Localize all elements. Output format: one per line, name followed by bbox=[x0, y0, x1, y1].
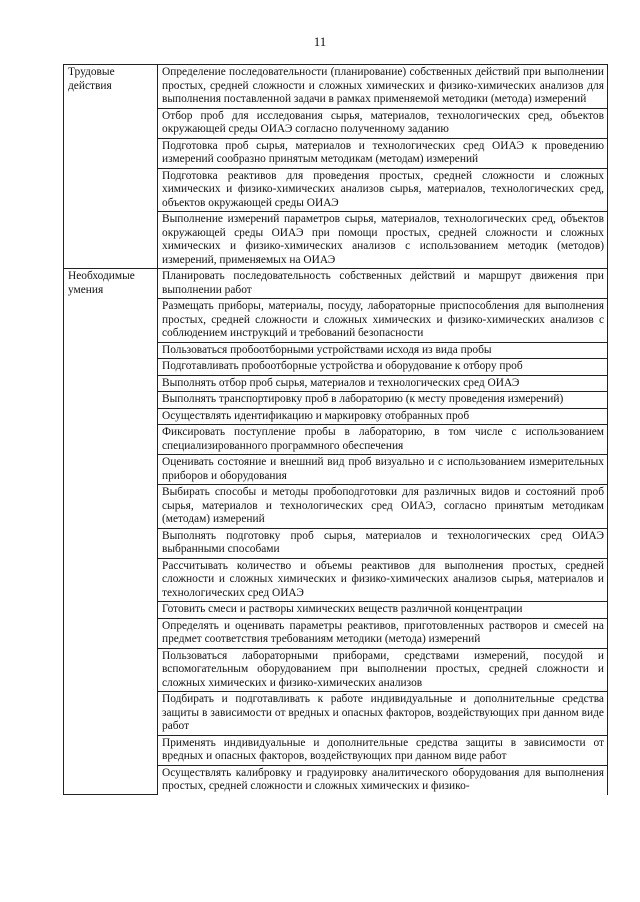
requirements-table bbox=[63, 64, 608, 795]
table-cell: Рассчитывать количество и объемы реактивов для выполнения простых, средней сложности и сложных химических и физико-химических анализов сырья, материалов и технологических сред ОИАЭ bbox=[158, 558, 608, 602]
table-cell: Подготовка проб сырья, материалов и технологических сред ОИАЭ к проведению измерений сообразно принятым методикам (методам) измерений bbox=[158, 138, 608, 168]
table-cell: Применять индивидуальные и дополнительные средства защиты в зависимости от вредных и опасных факторов, воздействующих при данном виде работ bbox=[158, 735, 608, 765]
table-cell: Пользоваться пробоотборными устройствами исходя из вида пробы bbox=[158, 342, 608, 359]
table-cell: Планировать последовательность собственных действий и маршрут движения при выполнении работ bbox=[158, 269, 608, 299]
table-cell: Оценивать состояние и внешний вид проб визуально и с использованием измерительных приборов и оборудования bbox=[158, 455, 608, 485]
table-cell: Определять и оценивать параметры реактивов, приготовленных растворов и смесей на предмет соответствия требованиям методики (метода) измерений bbox=[158, 618, 608, 648]
table-cell: Отбор проб для исследования сырья, материалов, технологических сред, объектов окружающей среды ОИАЭ согласно полученному заданию bbox=[158, 108, 608, 138]
table-cell: Определение последовательности (планирование) собственных действий при выполнении простых, средней сложности и сложных химических и физико-химических анализов для выполнения поставленной задачи в рамках применяемой методики (метода) измерений bbox=[158, 65, 608, 109]
table-cell: Пользоваться лабораторными приборами, средствами измерений, посудой и вспомогательным оборудованием при выполнении простых, средней сложности и сложных химических и физико-химических анализов bbox=[158, 648, 608, 692]
section-heading: Необходимые умения bbox=[64, 269, 158, 795]
table-row bbox=[64, 65, 608, 109]
table-cell: Выбирать способы и методы пробоподготовки для различных видов и состояний проб сырья, материалов и технологических сред ОИАЭ, согласно принятым методикам (методам) измерений bbox=[158, 485, 608, 529]
section-heading: Трудовые действия bbox=[64, 65, 158, 269]
table-cell: Подготавливать пробоотборные устройства и оборудование к отбору проб bbox=[158, 359, 608, 376]
table-cell: Осуществлять калибровку и градуировку аналитического оборудования для выполнения простых, средней сложности и сложных химических и физико- bbox=[158, 765, 608, 795]
table-cell: Выполнять транспортировку проб в лабораторию (к месту проведения измерений) bbox=[158, 392, 608, 409]
table-cell: Выполнять подготовку проб сырья, материалов и технологических сред ОИАЭ выбранными способами bbox=[158, 528, 608, 558]
table-cell: Осуществлять идентификацию и маркировку отобранных проб bbox=[158, 408, 608, 425]
table-row bbox=[64, 269, 608, 299]
table-cell: Готовить смеси и растворы химических веществ различной концентрации bbox=[158, 602, 608, 619]
table-cell: Подбирать и подготавливать к работе индивидуальные и дополнительные средства защиты в зависимости от вредных и опасных факторов, воздействующих при данном виде работ bbox=[158, 692, 608, 736]
table-cell: Подготовка реактивов для проведения простых, средней сложности и сложных химических и физико-химических анализов сырья, материалов, технологических сред, объектов окружающей среды ОИАЭ bbox=[158, 168, 608, 212]
table-cell: Выполнять отбор проб сырья, материалов и технологических сред ОИАЭ bbox=[158, 375, 608, 392]
page-number: 11 bbox=[313, 34, 327, 49]
table-cell: Фиксировать поступление пробы в лабораторию, в том числе с использованием специализированного программного обеспечения bbox=[158, 425, 608, 455]
table-cell: Выполнение измерений параметров сырья, материалов, технологических сред, объектов окружающей среды ОИАЭ при помощи простых, средней сложности и сложных химических и физико-химических анализов с использованием методик (методов) измерений, применяемых на ОИАЭ bbox=[158, 212, 608, 269]
table-cell: Размещать приборы, материалы, посуду, лабораторные приспособления для выполнения простых, средней сложности и сложных химических и физико-химических анализов с соблюдением инструкций и требований безопасности bbox=[158, 299, 608, 343]
